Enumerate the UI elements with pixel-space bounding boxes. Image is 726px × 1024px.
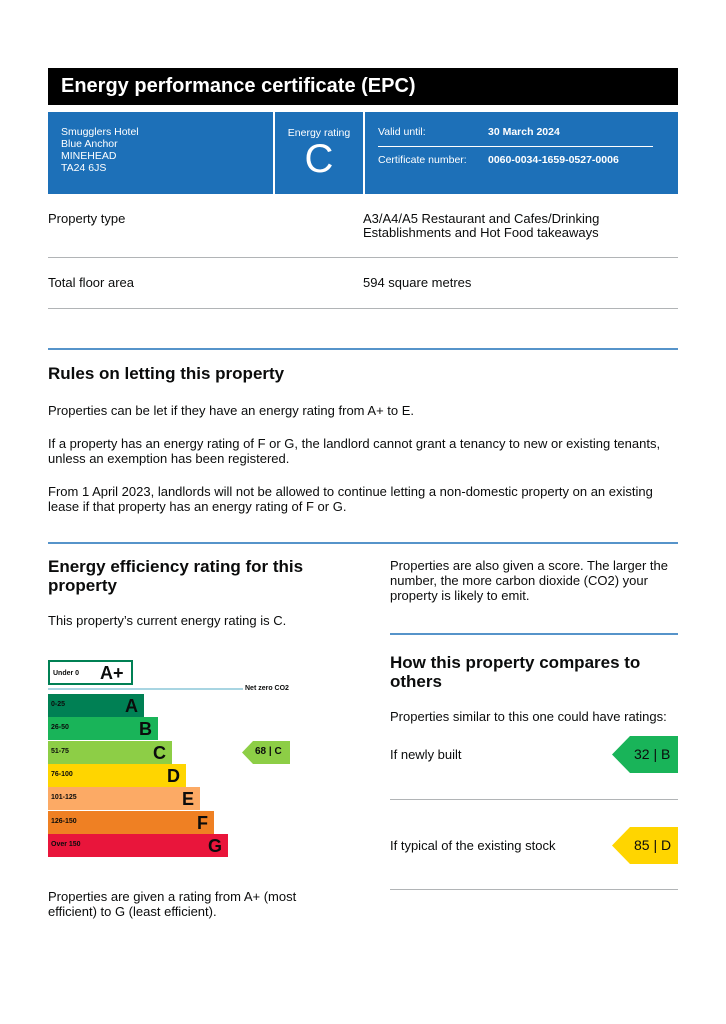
band-letter: D	[167, 765, 180, 786]
band-range: Over 150	[51, 840, 81, 848]
newly-built-rating: 32 | B	[634, 746, 671, 762]
section-divider	[390, 633, 678, 635]
band-range: 0-25	[51, 701, 66, 708]
newly-built-label: If newly built	[390, 747, 462, 762]
section-divider	[48, 542, 678, 544]
band-g	[48, 834, 228, 857]
band-b	[48, 717, 158, 740]
address-line: MINEHEAD	[61, 150, 117, 162]
rating-scale-note: Properties are given a rating from A+ (most efficient) to G (least efficient).	[48, 889, 297, 919]
divider	[390, 889, 678, 890]
net-zero-label: Net zero CO2	[245, 685, 289, 692]
band-c	[48, 741, 172, 764]
band-f	[48, 811, 214, 834]
divider	[390, 799, 678, 800]
property-type-value: A3/A4/A5 Restaurant and Cafes/Drinking Establishments and Hot Food takeaways	[363, 211, 600, 240]
score-note: Properties are also given a score. The larger the number, the more carbon dioxide (CO2) your property is likely to emit.	[390, 558, 668, 603]
band-range: Under 0	[53, 670, 80, 677]
rules-paragraph: If a property has an energy rating of F or G, the landlord cannot grant a tenancy to new or existing tenants, unless an exemption has been registered.	[48, 436, 661, 466]
band-a-plus	[48, 660, 133, 685]
current-rating-marker: 68 | C	[255, 746, 282, 757]
energy-rating-panel	[275, 112, 363, 194]
page-title: Energy performance certificate (EPC)	[48, 68, 678, 105]
certificate-summary	[48, 112, 678, 194]
band-letter: G	[207, 835, 222, 856]
energy-rating-letter: C	[304, 137, 334, 181]
band-letter: A+	[100, 663, 124, 683]
energy-rating-label: Energy rating	[287, 127, 351, 139]
band-letter: B	[139, 719, 152, 740]
certificate-number-value: 0060-0034-1659-0527-0006	[488, 154, 619, 166]
band-range: 126-150	[51, 817, 77, 825]
band-range: 76-100	[51, 770, 73, 778]
compare-intro: Properties similar to this one could have ratings:	[390, 709, 667, 724]
divider	[48, 308, 678, 309]
validity-panel	[365, 112, 678, 194]
valid-until-value: 30 March 2024	[488, 126, 560, 138]
certificate-number-label: Certificate number:	[378, 154, 467, 166]
band-letter: F	[197, 812, 208, 833]
existing-stock-rating: 85 | D	[634, 837, 672, 853]
property-type-label: Property type	[48, 211, 126, 226]
floor-area-label: Total floor area	[48, 275, 134, 290]
address-line: Blue Anchor	[61, 138, 118, 150]
existing-stock-label: If typical of the existing stock	[390, 838, 556, 853]
valid-until-label: Valid until:	[378, 126, 426, 138]
current-rating-text: This property’s current energy rating is C.	[48, 613, 287, 628]
divider	[48, 257, 678, 258]
band-letter: A	[125, 696, 138, 716]
band-range: 101-125	[51, 794, 77, 802]
band-letter: C	[153, 742, 166, 763]
efficiency-heading: Energy efficiency rating for this property	[48, 557, 304, 595]
rules-heading: Rules on letting this property	[48, 364, 285, 383]
band-d	[48, 764, 186, 787]
property-address	[48, 112, 273, 194]
band-a	[48, 694, 144, 717]
address-line: Smugglers Hotel	[61, 126, 139, 138]
divider	[378, 146, 653, 147]
compare-heading: How this property compares to others	[390, 653, 641, 691]
rules-paragraph: From 1 April 2023, landlords will not be allowed to continue letting a non-domestic property on an existing lease if that property has an energy rating of F or G.	[48, 484, 653, 514]
floor-area-value: 594 square metres	[363, 275, 472, 290]
band-e	[48, 787, 200, 810]
rules-paragraph: Properties can be let if they have an energy rating from A+ to E.	[48, 403, 415, 418]
band-range: 51-75	[51, 747, 69, 755]
address-line: TA24 6JS	[61, 162, 107, 174]
band-letter: E	[181, 789, 194, 810]
section-divider	[48, 348, 678, 350]
band-range: 26-50	[51, 724, 69, 732]
net-zero-line	[48, 688, 243, 690]
